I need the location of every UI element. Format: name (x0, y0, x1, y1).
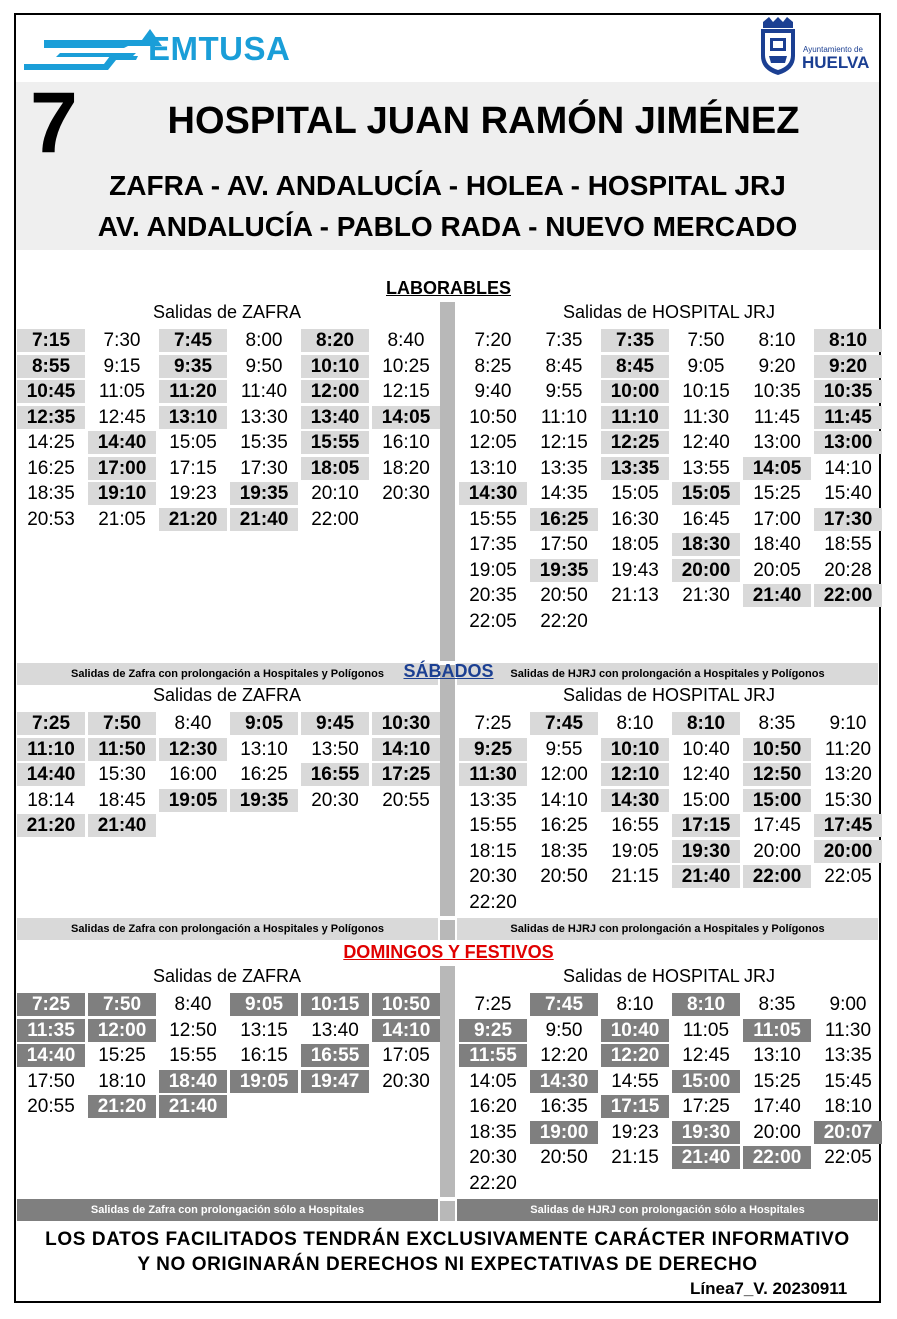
departure-time-zafra: 13:40 (301, 406, 369, 429)
departure-time-zafra: 7:50 (88, 712, 156, 735)
departure-time-zafra: 7:25 (17, 712, 85, 735)
departure-time-hospital: 22:20 (469, 891, 517, 913)
footnote-zafra: Salidas de Zafra con prolongación a Hospitales y Polígonos (17, 918, 438, 940)
departure-time-zafra: 18:35 (27, 483, 75, 504)
departure-time-zafra: 18:40 (159, 1070, 227, 1093)
departure-time-hospital: 15:25 (753, 1070, 801, 1092)
departure-time-hospital: 9:55 (545, 738, 583, 760)
departure-time-zafra: 21:20 (159, 508, 227, 531)
departure-time-hospital: 11:10 (540, 406, 588, 428)
departure-time-zafra: 16:25 (240, 764, 288, 785)
departure-time-hospital: 22:20 (469, 1172, 517, 1194)
departure-time-hospital: 14:30 (459, 482, 527, 505)
departure-time-hospital: 14:05 (743, 457, 811, 480)
departure-time-hospital: 12:45 (682, 1045, 730, 1066)
departure-time-zafra: 15:25 (98, 1045, 146, 1066)
departure-time-hospital: 9:25 (459, 1019, 527, 1042)
departure-time-hospital: 14:55 (611, 1070, 659, 1092)
departure-time-hospital: 17:45 (753, 815, 801, 836)
departure-time-hospital: 19:05 (611, 840, 659, 862)
departure-time-zafra: 12:00 (301, 380, 369, 403)
departure-time-hospital: 11:30 (459, 763, 527, 786)
departure-time-hospital: 7:35 (545, 330, 583, 351)
departure-time-zafra: 13:10 (159, 406, 227, 429)
departure-time-zafra: 19:47 (301, 1070, 369, 1093)
departure-time-hospital: 22:05 (469, 610, 517, 632)
divider-gap (440, 1197, 455, 1201)
departure-time-zafra: 18:20 (382, 457, 430, 479)
departure-time-hospital: 20:28 (824, 559, 872, 581)
departure-time-zafra: 16:10 (382, 432, 430, 453)
council-label: HUELVA (802, 53, 870, 72)
departure-time-zafra: 22:00 (311, 508, 359, 530)
departure-time-zafra: 18:45 (98, 789, 146, 811)
departure-time-zafra: 15:30 (98, 764, 146, 785)
departure-time-hospital: 12:05 (469, 432, 517, 453)
departure-time-hospital: 17:30 (814, 508, 882, 531)
departure-time-hospital: 13:35 (824, 1045, 872, 1066)
departure-time-hospital: 13:35 (601, 457, 669, 480)
column-divider (440, 302, 455, 685)
departure-time-hospital: 17:40 (753, 1096, 801, 1117)
departure-time-zafra: 10:50 (372, 993, 440, 1016)
footnote-hospital: Salidas de HJRJ con prolongación sólo a Hospitales (457, 1199, 878, 1221)
departure-time-hospital: 20:00 (814, 840, 882, 863)
departure-time-hospital: 12:10 (601, 763, 669, 786)
section-title: LABORABLES (386, 278, 511, 298)
departure-time-hospital: 21:30 (682, 585, 730, 606)
departure-time-hospital: 14:30 (601, 789, 669, 812)
departure-time-zafra: 12:50 (169, 1019, 217, 1041)
disclaimer-line-1: LOS DATOS FACILITADOS TENDRÁN EXCLUSIVAMENTE CARÁCTER INFORMATIVO (45, 1229, 850, 1250)
departure-time-hospital: 10:40 (682, 738, 730, 760)
departure-time-hospital: 13:35 (540, 457, 588, 479)
departure-time-hospital: 12:50 (743, 763, 811, 786)
departure-time-zafra: 9:05 (230, 712, 298, 735)
divider-gap (440, 916, 455, 920)
departure-time-zafra: 13:40 (311, 1019, 359, 1041)
departure-time-zafra: 21:05 (98, 508, 146, 530)
departure-time-zafra: 12:35 (17, 406, 85, 429)
departure-time-hospital: 19:30 (672, 1121, 740, 1144)
departure-time-hospital: 17:25 (682, 1096, 730, 1117)
departure-time-hospital: 7:45 (530, 712, 598, 735)
departure-time-zafra: 12:15 (382, 381, 430, 402)
departure-time-zafra: 10:15 (301, 993, 369, 1016)
departure-time-hospital: 10:15 (682, 381, 730, 402)
departure-time-zafra: 11:35 (17, 1019, 85, 1042)
departure-time-zafra: 9:15 (103, 355, 141, 377)
departure-time-zafra: 13:10 (240, 738, 288, 760)
departure-time-hospital: 16:55 (611, 815, 659, 836)
departure-time-zafra: 21:40 (159, 1095, 227, 1118)
departure-time-hospital: 8:10 (672, 712, 740, 735)
departure-time-hospital: 21:15 (611, 866, 659, 887)
departure-time-zafra: 20:55 (27, 1096, 75, 1117)
departure-time-zafra: 16:25 (27, 457, 75, 479)
departure-time-hospital: 7:35 (601, 329, 669, 352)
departure-time-hospital: 15:00 (743, 789, 811, 812)
line-number: 7 (30, 75, 78, 171)
departure-time-zafra: 10:30 (372, 712, 440, 735)
departure-time-zafra: 8:55 (17, 355, 85, 378)
footnote-hospital: Salidas de HJRJ con prolongación a Hospitales y Polígonos (457, 663, 878, 685)
departure-time-hospital: 13:10 (753, 1045, 801, 1066)
column-header-zafra: Salidas de ZAFRA (152, 966, 302, 986)
departure-time-zafra: 18:05 (301, 457, 369, 480)
departure-time-hospital: 8:45 (601, 355, 669, 378)
departure-time-hospital: 20:50 (540, 1147, 588, 1168)
departure-time-hospital: 21:40 (672, 1146, 740, 1169)
departure-time-hospital: 8:35 (758, 713, 796, 734)
departure-time-hospital: 11:55 (459, 1044, 527, 1067)
departure-time-zafra: 21:40 (230, 508, 298, 531)
departure-time-hospital: 11:45 (753, 406, 801, 428)
departure-time-hospital: 7:25 (474, 994, 512, 1015)
huelva-crest-icon (757, 16, 799, 76)
departure-time-hospital: 20:00 (753, 840, 801, 862)
departure-time-zafra: 20:55 (382, 789, 430, 811)
departure-time-hospital: 20:07 (814, 1121, 882, 1144)
departure-time-hospital: 15:05 (611, 483, 659, 504)
departure-time-hospital: 10:50 (743, 738, 811, 761)
departure-time-zafra: 9:45 (301, 712, 369, 735)
departure-time-hospital: 10:35 (753, 381, 801, 402)
departure-time-hospital: 7:20 (474, 330, 512, 351)
departure-time-hospital: 20:50 (540, 866, 588, 887)
departure-time-hospital: 14:35 (540, 483, 588, 504)
departure-time-hospital: 17:35 (469, 534, 517, 555)
departure-time-zafra: 13:30 (240, 406, 288, 428)
departure-time-zafra: 18:10 (98, 1070, 146, 1092)
departure-time-hospital: 9:10 (829, 713, 867, 734)
departure-time-hospital: 16:30 (611, 508, 659, 530)
section-title: SÁBADOS (403, 661, 494, 681)
departure-time-hospital: 20:00 (753, 1121, 801, 1143)
departure-time-hospital: 9:20 (814, 355, 882, 378)
departure-time-hospital: 13:55 (682, 457, 730, 479)
departure-time-hospital: 13:00 (814, 431, 882, 454)
departure-time-hospital: 20:00 (672, 559, 740, 582)
departure-time-zafra: 11:05 (98, 381, 146, 402)
departure-time-hospital: 10:50 (469, 406, 517, 428)
departure-time-zafra: 11:10 (17, 738, 85, 761)
departure-time-zafra: 16:15 (240, 1045, 288, 1066)
departure-time-hospital: 9:05 (687, 355, 725, 377)
departure-time-zafra: 19:35 (230, 789, 298, 812)
departure-time-zafra: 16:55 (301, 1044, 369, 1067)
departure-time-zafra: 10:45 (17, 380, 85, 403)
column-header-hospital: Salidas de HOSPITAL JRJ (562, 966, 776, 986)
departure-time-hospital: 14:30 (530, 1070, 598, 1093)
departure-time-hospital: 12:40 (682, 764, 730, 785)
departure-time-hospital: 11:45 (814, 406, 882, 429)
departure-time-hospital: 18:15 (469, 840, 517, 862)
departure-time-zafra: 14:40 (88, 431, 156, 454)
departure-time-zafra: 20:10 (311, 483, 359, 504)
departure-time-zafra: 21:40 (88, 814, 156, 837)
departure-time-hospital: 13:35 (469, 789, 517, 811)
departure-time-zafra: 15:55 (301, 431, 369, 454)
disclaimer-line-2: Y NO ORIGINARÁN DERECHOS NI EXPECTATIVAS DE DERECHO (137, 1254, 758, 1275)
departure-time-zafra: 15:05 (169, 432, 217, 453)
departure-time-hospital: 13:00 (753, 432, 801, 453)
departure-time-zafra: 9:05 (230, 993, 298, 1016)
departure-time-hospital: 8:45 (545, 355, 583, 377)
departure-time-zafra: 15:35 (240, 432, 288, 453)
departure-time-zafra: 20:30 (382, 1070, 430, 1092)
departure-time-zafra: 19:23 (169, 483, 217, 504)
departure-time-hospital: 15:55 (469, 815, 517, 836)
departure-time-hospital: 11:30 (682, 406, 730, 428)
section-title: DOMINGOS Y FESTIVOS (343, 942, 554, 962)
departure-time-zafra: 14:10 (372, 738, 440, 761)
departure-time-hospital: 11:05 (682, 1019, 730, 1041)
departure-time-hospital: 16:25 (530, 508, 598, 531)
departure-time-hospital: 19:35 (530, 559, 598, 582)
departure-time-zafra: 9:50 (245, 355, 283, 377)
column-header-zafra: Salidas de ZAFRA (152, 302, 302, 322)
departure-time-hospital: 10:00 (601, 380, 669, 403)
departure-time-zafra: 8:20 (301, 329, 369, 352)
departure-time-hospital: 14:10 (824, 457, 872, 479)
departure-time-hospital: 17:00 (753, 508, 801, 530)
departure-time-hospital: 22:20 (540, 610, 588, 632)
departure-time-hospital: 17:50 (540, 534, 588, 555)
route-line-1: ZAFRA - AV. ANDALUCÍA - HOLEA - HOSPITAL JRJ (109, 170, 786, 201)
departure-time-hospital: 15:40 (824, 483, 872, 504)
departure-time-hospital: 16:45 (682, 508, 730, 530)
version-label: Línea7_V. 20230911 (690, 1279, 848, 1298)
departure-time-zafra: 7:50 (88, 993, 156, 1016)
departure-time-hospital: 21:15 (611, 1147, 659, 1168)
footnote-zafra: Salidas de Zafra con prolongación a Hospitales y Polígonos (17, 663, 438, 685)
departure-time-hospital: 17:45 (814, 814, 882, 837)
departure-time-hospital: 12:20 (601, 1044, 669, 1067)
departure-time-hospital: 22:05 (824, 1147, 872, 1168)
departure-time-zafra: 19:05 (230, 1070, 298, 1093)
departure-time-hospital: 18:05 (611, 534, 659, 555)
departure-time-hospital: 21:40 (672, 865, 740, 888)
departure-time-zafra: 16:00 (169, 764, 217, 785)
departure-time-zafra: 7:25 (17, 993, 85, 1016)
column-header-hospital: Salidas de HOSPITAL JRJ (562, 685, 776, 705)
departure-time-hospital: 16:35 (540, 1096, 588, 1117)
departure-time-hospital: 14:05 (469, 1070, 517, 1092)
departure-time-hospital: 9:00 (829, 994, 867, 1015)
departure-time-hospital: 10:40 (601, 1019, 669, 1042)
departure-time-zafra: 19:05 (159, 789, 227, 812)
departure-time-hospital: 15:00 (682, 789, 730, 811)
departure-time-zafra: 7:30 (103, 330, 141, 351)
departure-time-zafra: 13:50 (311, 738, 359, 760)
departure-time-hospital: 20:30 (469, 866, 517, 887)
departure-time-zafra: 19:10 (88, 482, 156, 505)
departure-time-hospital: 13:10 (469, 457, 517, 479)
departure-time-hospital: 20:30 (469, 1147, 517, 1168)
departure-time-hospital: 18:35 (469, 1121, 517, 1143)
departure-time-zafra: 19:35 (230, 482, 298, 505)
departure-time-hospital: 9:25 (459, 738, 527, 761)
footnote-hospital: Salidas de HJRJ con prolongación a Hospitales y Polígonos (457, 918, 878, 940)
departure-time-zafra: 17:00 (88, 457, 156, 480)
departure-time-hospital: 18:30 (672, 533, 740, 556)
departure-time-zafra: 14:10 (372, 1019, 440, 1042)
departure-time-zafra: 21:20 (17, 814, 85, 837)
departure-time-hospital: 9:20 (758, 355, 796, 377)
departure-time-hospital: 22:00 (814, 584, 882, 607)
departure-time-hospital: 9:50 (545, 1019, 583, 1041)
departure-time-hospital: 8:10 (616, 713, 654, 734)
departure-time-zafra: 17:05 (382, 1045, 430, 1066)
departure-time-zafra: 8:40 (387, 330, 425, 351)
departure-time-zafra: 16:55 (301, 763, 369, 786)
departure-time-zafra: 8:00 (245, 330, 283, 351)
departure-time-zafra: 20:30 (382, 483, 430, 504)
departure-time-hospital: 19:30 (672, 840, 740, 863)
departure-time-zafra: 7:15 (17, 329, 85, 352)
departure-time-zafra: 10:25 (382, 355, 430, 377)
departure-time-zafra: 8:40 (174, 994, 212, 1015)
departure-time-hospital: 12:00 (540, 764, 588, 785)
departure-time-hospital: 18:55 (824, 534, 872, 555)
departure-time-hospital: 8:35 (758, 994, 796, 1015)
departure-time-zafra: 12:00 (88, 1019, 156, 1042)
column-header-zafra: Salidas de ZAFRA (152, 685, 302, 705)
departure-time-hospital: 20:05 (753, 559, 801, 581)
departure-time-zafra: 11:40 (240, 381, 288, 402)
departure-time-hospital: 20:50 (540, 585, 588, 606)
council-label-small: Ayuntamiento de (803, 45, 863, 54)
departure-time-hospital: 11:30 (824, 1019, 872, 1041)
departure-time-hospital: 17:15 (672, 814, 740, 837)
departure-time-hospital: 9:40 (474, 381, 512, 402)
departure-time-hospital: 17:15 (601, 1095, 669, 1118)
departure-time-zafra: 12:30 (159, 738, 227, 761)
disclaimer (16, 1227, 879, 1277)
departure-time-zafra: 14:25 (27, 432, 75, 453)
column-divider (440, 685, 455, 940)
departure-time-hospital: 19:00 (530, 1121, 598, 1144)
departure-time-zafra: 14:40 (17, 1044, 85, 1067)
departure-time-hospital: 22:00 (743, 1146, 811, 1169)
departure-time-hospital: 15:55 (469, 508, 517, 530)
departure-time-zafra: 17:25 (372, 763, 440, 786)
departure-time-hospital: 8:10 (758, 330, 796, 351)
departure-time-hospital: 10:10 (601, 738, 669, 761)
departure-time-zafra: 11:50 (88, 738, 156, 761)
departure-time-hospital: 7:50 (687, 330, 725, 351)
departure-time-zafra: 17:15 (169, 457, 217, 479)
departure-time-hospital: 20:35 (469, 585, 517, 606)
departure-time-hospital: 13:20 (824, 764, 872, 785)
departure-time-hospital: 18:35 (540, 840, 588, 862)
departure-time-zafra: 20:30 (311, 789, 359, 811)
departure-time-zafra: 13:15 (240, 1019, 288, 1041)
departure-time-hospital: 11:05 (743, 1019, 811, 1042)
column-header-hospital: Salidas de HOSPITAL JRJ (562, 302, 776, 322)
departure-time-zafra: 11:20 (159, 380, 227, 403)
footnote-zafra: Salidas de Zafra con prolongación sólo a Hospitales (17, 1199, 438, 1221)
departure-time-hospital: 12:40 (682, 432, 730, 453)
departure-time-zafra: 8:40 (174, 713, 212, 734)
line-name: HOSPITAL JUAN RAMÓN JIMÉNEZ (167, 100, 800, 142)
brand-name: EMTUSA (148, 30, 291, 67)
departure-time-hospital: 15:25 (753, 483, 801, 504)
departure-time-hospital: 16:25 (540, 815, 588, 836)
departure-time-hospital: 19:23 (611, 1121, 659, 1143)
departure-time-zafra: 7:45 (159, 329, 227, 352)
departure-time-zafra: 10:10 (301, 355, 369, 378)
departure-time-hospital: 7:45 (530, 993, 598, 1016)
departure-time-hospital: 8:25 (474, 355, 512, 377)
departure-time-hospital: 22:00 (743, 865, 811, 888)
departure-time-hospital: 15:45 (824, 1070, 872, 1092)
departure-time-hospital: 14:10 (540, 789, 588, 811)
departure-time-hospital: 12:15 (540, 432, 588, 453)
departure-time-hospital: 11:20 (824, 738, 872, 760)
departure-time-hospital: 21:13 (611, 585, 659, 606)
departure-time-hospital: 12:20 (540, 1045, 588, 1066)
departure-time-hospital: 11:10 (601, 406, 669, 429)
departure-time-hospital: 8:10 (616, 994, 654, 1015)
departure-time-zafra: 14:05 (372, 406, 440, 429)
departure-time-hospital: 12:25 (601, 431, 669, 454)
departure-time-zafra: 17:30 (240, 457, 288, 479)
departure-time-hospital: 9:55 (545, 381, 583, 402)
departure-time-hospital: 16:20 (469, 1096, 517, 1117)
departure-time-hospital: 19:05 (469, 559, 517, 581)
column-divider (440, 966, 455, 1221)
departure-time-zafra: 21:20 (88, 1095, 156, 1118)
departure-time-hospital: 10:35 (814, 380, 882, 403)
route-line-2: AV. ANDALUCÍA - PABLO RADA - NUEVO MERCADO (97, 211, 798, 242)
departure-time-hospital: 7:25 (474, 713, 512, 734)
departure-time-zafra: 18:14 (27, 789, 75, 811)
departure-time-hospital: 8:10 (814, 329, 882, 352)
departure-time-zafra: 20:53 (27, 508, 75, 530)
departure-time-zafra: 17:50 (27, 1070, 75, 1092)
departure-time-hospital: 22:05 (824, 866, 872, 887)
departure-time-zafra: 12:45 (98, 406, 146, 428)
departure-time-zafra: 14:40 (17, 763, 85, 786)
departure-time-hospital: 19:43 (611, 559, 659, 581)
departure-time-hospital: 21:40 (743, 584, 811, 607)
departure-time-hospital: 8:10 (672, 993, 740, 1016)
departure-time-hospital: 15:05 (672, 482, 740, 505)
departure-time-hospital: 15:30 (824, 789, 872, 811)
departure-time-hospital: 18:10 (824, 1096, 872, 1117)
departure-time-hospital: 15:00 (672, 1070, 740, 1093)
departure-time-hospital: 18:40 (753, 534, 801, 555)
departure-time-zafra: 15:55 (169, 1045, 217, 1066)
departure-time-zafra: 9:35 (159, 355, 227, 378)
